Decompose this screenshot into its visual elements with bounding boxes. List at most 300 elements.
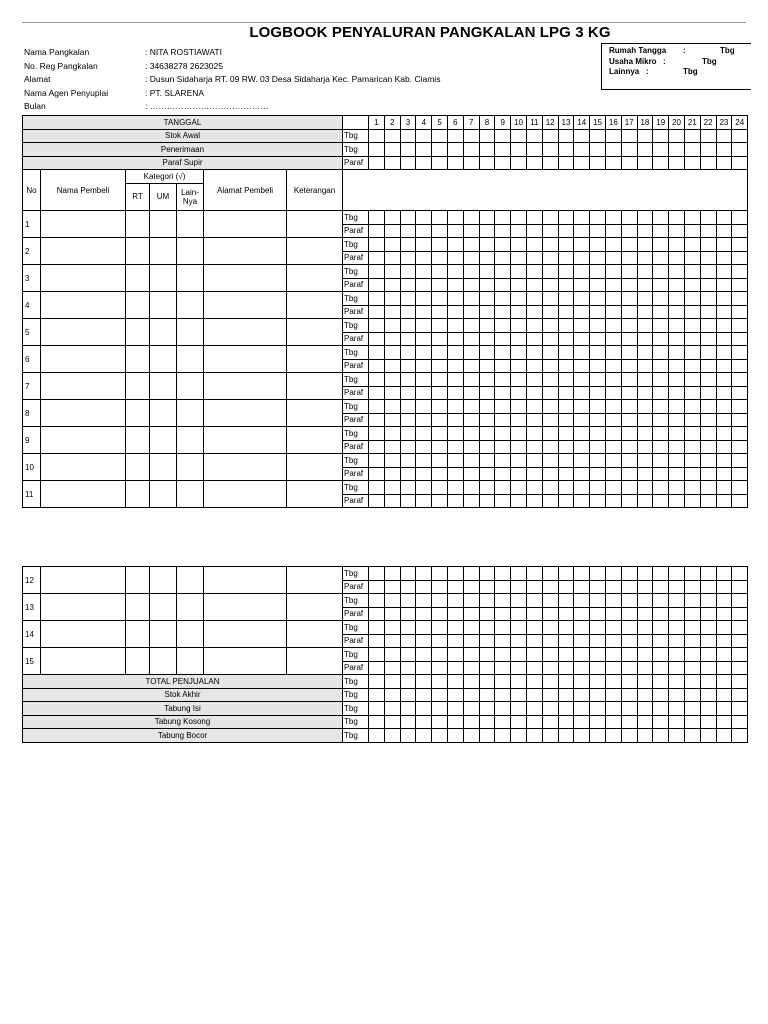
tbg-day-cell[interactable] — [716, 594, 732, 608]
day-cell[interactable] — [384, 688, 400, 702]
tbg-day-cell[interactable] — [463, 567, 479, 581]
tbg-day-cell[interactable] — [400, 211, 416, 225]
paraf-day-cell[interactable] — [526, 413, 542, 427]
paraf-day-cell[interactable] — [511, 224, 527, 238]
day-cell[interactable] — [653, 715, 669, 729]
day-cell[interactable] — [479, 715, 495, 729]
day-cell[interactable] — [400, 702, 416, 716]
tbg-day-cell[interactable] — [669, 648, 685, 662]
kategori-lain-cell[interactable] — [177, 594, 204, 621]
tbg-day-cell[interactable] — [447, 567, 463, 581]
tbg-day-cell[interactable] — [653, 211, 669, 225]
paraf-day-cell[interactable] — [447, 359, 463, 373]
tbg-day-cell[interactable] — [669, 400, 685, 414]
paraf-day-cell[interactable] — [495, 332, 511, 346]
alamat-pembeli-cell[interactable] — [204, 567, 287, 594]
tbg-day-cell[interactable] — [621, 265, 637, 279]
kategori-um-cell[interactable] — [150, 211, 177, 238]
day-cell[interactable] — [605, 715, 621, 729]
tbg-day-cell[interactable] — [369, 319, 385, 333]
paraf-day-cell[interactable] — [716, 494, 732, 508]
kategori-rt-cell[interactable] — [126, 481, 150, 508]
paraf-day-cell[interactable] — [574, 332, 590, 346]
paraf-day-cell[interactable] — [558, 332, 574, 346]
tbg-day-cell[interactable] — [669, 621, 685, 635]
kategori-lain-cell[interactable] — [177, 621, 204, 648]
tbg-day-cell[interactable] — [732, 567, 748, 581]
paraf-day-cell[interactable] — [716, 440, 732, 454]
tbg-day-cell[interactable] — [369, 454, 385, 468]
day-cell[interactable] — [447, 675, 463, 689]
alamat-pembeli-cell[interactable] — [204, 346, 287, 373]
tbg-day-cell[interactable] — [432, 292, 448, 306]
tbg-day-cell[interactable] — [700, 594, 716, 608]
paraf-day-cell[interactable] — [590, 386, 606, 400]
paraf-day-cell[interactable] — [732, 278, 748, 292]
nama-pembeli-cell[interactable] — [41, 265, 126, 292]
tbg-day-cell[interactable] — [384, 454, 400, 468]
tbg-day-cell[interactable] — [558, 481, 574, 495]
paraf-day-cell[interactable] — [716, 467, 732, 481]
kategori-um-cell[interactable] — [150, 621, 177, 648]
tbg-day-cell[interactable] — [463, 238, 479, 252]
paraf-day-cell[interactable] — [621, 386, 637, 400]
paraf-day-cell[interactable] — [558, 278, 574, 292]
alamat-pembeli-cell[interactable] — [204, 265, 287, 292]
day-cell[interactable] — [558, 675, 574, 689]
paraf-day-cell[interactable] — [669, 251, 685, 265]
alamat-pembeli-cell[interactable] — [204, 373, 287, 400]
day-cell[interactable] — [432, 129, 448, 143]
paraf-day-cell[interactable] — [463, 332, 479, 346]
tbg-day-cell[interactable] — [605, 211, 621, 225]
tbg-day-cell[interactable] — [369, 621, 385, 635]
day-cell[interactable] — [432, 675, 448, 689]
day-cell[interactable] — [479, 688, 495, 702]
tbg-day-cell[interactable] — [558, 292, 574, 306]
alamat-pembeli-cell[interactable] — [204, 319, 287, 346]
tbg-day-cell[interactable] — [653, 481, 669, 495]
tbg-day-cell[interactable] — [495, 427, 511, 441]
paraf-day-cell[interactable] — [432, 305, 448, 319]
day-cell[interactable] — [369, 143, 385, 157]
paraf-day-cell[interactable] — [574, 359, 590, 373]
day-cell[interactable] — [416, 129, 432, 143]
paraf-day-cell[interactable] — [447, 494, 463, 508]
paraf-day-cell[interactable] — [416, 251, 432, 265]
day-cell[interactable] — [479, 675, 495, 689]
paraf-day-cell[interactable] — [621, 413, 637, 427]
tbg-day-cell[interactable] — [653, 621, 669, 635]
paraf-day-cell[interactable] — [732, 494, 748, 508]
paraf-day-cell[interactable] — [621, 607, 637, 621]
day-cell[interactable] — [447, 143, 463, 157]
tbg-day-cell[interactable] — [511, 373, 527, 387]
tbg-day-cell[interactable] — [447, 319, 463, 333]
paraf-day-cell[interactable] — [432, 224, 448, 238]
tbg-day-cell[interactable] — [605, 373, 621, 387]
paraf-day-cell[interactable] — [526, 440, 542, 454]
paraf-day-cell[interactable] — [700, 440, 716, 454]
day-cell[interactable] — [558, 129, 574, 143]
tbg-day-cell[interactable] — [416, 594, 432, 608]
tbg-day-cell[interactable] — [416, 373, 432, 387]
tbg-day-cell[interactable] — [684, 567, 700, 581]
day-cell[interactable] — [526, 129, 542, 143]
paraf-day-cell[interactable] — [526, 251, 542, 265]
paraf-day-cell[interactable] — [511, 580, 527, 594]
kategori-um-cell[interactable] — [150, 454, 177, 481]
paraf-day-cell[interactable] — [432, 278, 448, 292]
paraf-day-cell[interactable] — [558, 386, 574, 400]
day-cell[interactable] — [400, 129, 416, 143]
paraf-day-cell[interactable] — [447, 467, 463, 481]
day-cell[interactable] — [700, 715, 716, 729]
paraf-day-cell[interactable] — [732, 359, 748, 373]
tbg-day-cell[interactable] — [684, 373, 700, 387]
day-cell[interactable] — [463, 729, 479, 743]
tbg-day-cell[interactable] — [653, 238, 669, 252]
paraf-day-cell[interactable] — [432, 332, 448, 346]
paraf-day-cell[interactable] — [605, 386, 621, 400]
kategori-rt-cell[interactable] — [126, 427, 150, 454]
tbg-day-cell[interactable] — [590, 594, 606, 608]
tbg-day-cell[interactable] — [526, 400, 542, 414]
paraf-day-cell[interactable] — [732, 634, 748, 648]
tbg-day-cell[interactable] — [574, 319, 590, 333]
tbg-day-cell[interactable] — [479, 481, 495, 495]
paraf-day-cell[interactable] — [700, 332, 716, 346]
tbg-day-cell[interactable] — [716, 481, 732, 495]
paraf-day-cell[interactable] — [526, 580, 542, 594]
day-cell[interactable] — [511, 156, 527, 170]
paraf-day-cell[interactable] — [542, 359, 558, 373]
tbg-day-cell[interactable] — [463, 454, 479, 468]
paraf-day-cell[interactable] — [558, 580, 574, 594]
paraf-day-cell[interactable] — [526, 278, 542, 292]
paraf-day-cell[interactable] — [653, 386, 669, 400]
tbg-day-cell[interactable] — [732, 427, 748, 441]
day-cell[interactable] — [621, 702, 637, 716]
paraf-day-cell[interactable] — [605, 359, 621, 373]
paraf-day-cell[interactable] — [621, 359, 637, 373]
day-cell[interactable] — [558, 729, 574, 743]
tbg-day-cell[interactable] — [526, 427, 542, 441]
day-cell[interactable] — [637, 675, 653, 689]
tbg-day-cell[interactable] — [716, 319, 732, 333]
day-cell[interactable] — [558, 688, 574, 702]
tbg-day-cell[interactable] — [495, 346, 511, 360]
paraf-day-cell[interactable] — [463, 494, 479, 508]
tbg-day-cell[interactable] — [669, 238, 685, 252]
day-cell[interactable] — [574, 688, 590, 702]
day-cell[interactable] — [716, 715, 732, 729]
tbg-day-cell[interactable] — [479, 265, 495, 279]
paraf-day-cell[interactable] — [463, 580, 479, 594]
tbg-day-cell[interactable] — [400, 481, 416, 495]
paraf-day-cell[interactable] — [637, 607, 653, 621]
day-cell[interactable] — [526, 156, 542, 170]
tbg-day-cell[interactable] — [716, 373, 732, 387]
paraf-day-cell[interactable] — [700, 386, 716, 400]
paraf-day-cell[interactable] — [637, 332, 653, 346]
tbg-day-cell[interactable] — [574, 621, 590, 635]
paraf-day-cell[interactable] — [416, 305, 432, 319]
tbg-day-cell[interactable] — [432, 621, 448, 635]
day-cell[interactable] — [369, 156, 385, 170]
tbg-day-cell[interactable] — [447, 211, 463, 225]
tbg-day-cell[interactable] — [526, 621, 542, 635]
paraf-day-cell[interactable] — [684, 251, 700, 265]
paraf-day-cell[interactable] — [732, 580, 748, 594]
alamat-pembeli-cell[interactable] — [204, 238, 287, 265]
tbg-day-cell[interactable] — [590, 648, 606, 662]
day-cell[interactable] — [653, 702, 669, 716]
paraf-day-cell[interactable] — [684, 494, 700, 508]
paraf-day-cell[interactable] — [700, 580, 716, 594]
paraf-day-cell[interactable] — [653, 224, 669, 238]
paraf-day-cell[interactable] — [605, 332, 621, 346]
tbg-day-cell[interactable] — [526, 319, 542, 333]
paraf-day-cell[interactable] — [684, 580, 700, 594]
tbg-day-cell[interactable] — [511, 621, 527, 635]
kategori-lain-cell[interactable] — [177, 211, 204, 238]
tbg-day-cell[interactable] — [432, 319, 448, 333]
tbg-day-cell[interactable] — [684, 427, 700, 441]
tbg-day-cell[interactable] — [495, 373, 511, 387]
day-cell[interactable] — [400, 729, 416, 743]
tbg-day-cell[interactable] — [637, 481, 653, 495]
paraf-day-cell[interactable] — [732, 661, 748, 675]
tbg-day-cell[interactable] — [732, 400, 748, 414]
kategori-lain-cell[interactable] — [177, 427, 204, 454]
paraf-day-cell[interactable] — [637, 413, 653, 427]
tbg-day-cell[interactable] — [574, 373, 590, 387]
paraf-day-cell[interactable] — [574, 607, 590, 621]
paraf-day-cell[interactable] — [669, 494, 685, 508]
tbg-day-cell[interactable] — [669, 292, 685, 306]
tbg-day-cell[interactable] — [574, 648, 590, 662]
tbg-day-cell[interactable] — [621, 648, 637, 662]
tbg-day-cell[interactable] — [684, 648, 700, 662]
day-cell[interactable] — [684, 729, 700, 743]
day-cell[interactable] — [684, 675, 700, 689]
day-cell[interactable] — [542, 143, 558, 157]
day-cell[interactable] — [384, 702, 400, 716]
paraf-day-cell[interactable] — [432, 386, 448, 400]
paraf-day-cell[interactable] — [463, 413, 479, 427]
tbg-day-cell[interactable] — [700, 265, 716, 279]
tbg-day-cell[interactable] — [605, 454, 621, 468]
paraf-day-cell[interactable] — [605, 661, 621, 675]
tbg-day-cell[interactable] — [716, 427, 732, 441]
paraf-day-cell[interactable] — [637, 305, 653, 319]
paraf-day-cell[interactable] — [574, 278, 590, 292]
tbg-day-cell[interactable] — [574, 211, 590, 225]
tbg-day-cell[interactable] — [605, 621, 621, 635]
day-cell[interactable] — [558, 715, 574, 729]
day-cell[interactable] — [637, 129, 653, 143]
paraf-day-cell[interactable] — [590, 494, 606, 508]
tbg-day-cell[interactable] — [463, 211, 479, 225]
tbg-day-cell[interactable] — [637, 319, 653, 333]
day-cell[interactable] — [432, 702, 448, 716]
day-cell[interactable] — [416, 688, 432, 702]
tbg-day-cell[interactable] — [590, 373, 606, 387]
tbg-day-cell[interactable] — [558, 400, 574, 414]
paraf-day-cell[interactable] — [447, 440, 463, 454]
paraf-day-cell[interactable] — [732, 440, 748, 454]
tbg-day-cell[interactable] — [447, 373, 463, 387]
paraf-day-cell[interactable] — [669, 224, 685, 238]
paraf-day-cell[interactable] — [416, 359, 432, 373]
paraf-day-cell[interactable] — [495, 607, 511, 621]
paraf-day-cell[interactable] — [621, 580, 637, 594]
paraf-day-cell[interactable] — [700, 607, 716, 621]
paraf-day-cell[interactable] — [653, 305, 669, 319]
tbg-day-cell[interactable] — [653, 319, 669, 333]
paraf-day-cell[interactable] — [369, 467, 385, 481]
keterangan-cell[interactable] — [287, 292, 343, 319]
day-cell[interactable] — [384, 129, 400, 143]
day-cell[interactable] — [400, 675, 416, 689]
tbg-day-cell[interactable] — [653, 265, 669, 279]
day-cell[interactable] — [590, 702, 606, 716]
tbg-day-cell[interactable] — [369, 481, 385, 495]
paraf-day-cell[interactable] — [479, 413, 495, 427]
tbg-day-cell[interactable] — [574, 427, 590, 441]
tbg-day-cell[interactable] — [432, 567, 448, 581]
tbg-day-cell[interactable] — [369, 567, 385, 581]
day-cell[interactable] — [432, 143, 448, 157]
tbg-day-cell[interactable] — [637, 238, 653, 252]
day-cell[interactable] — [463, 702, 479, 716]
tbg-day-cell[interactable] — [432, 594, 448, 608]
paraf-day-cell[interactable] — [384, 661, 400, 675]
tbg-day-cell[interactable] — [447, 238, 463, 252]
paraf-day-cell[interactable] — [637, 634, 653, 648]
paraf-day-cell[interactable] — [684, 413, 700, 427]
kategori-um-cell[interactable] — [150, 238, 177, 265]
kategori-lain-cell[interactable] — [177, 454, 204, 481]
tbg-day-cell[interactable] — [463, 346, 479, 360]
paraf-day-cell[interactable] — [716, 224, 732, 238]
tbg-day-cell[interactable] — [463, 621, 479, 635]
day-cell[interactable] — [669, 715, 685, 729]
paraf-day-cell[interactable] — [637, 494, 653, 508]
paraf-day-cell[interactable] — [416, 580, 432, 594]
paraf-day-cell[interactable] — [542, 224, 558, 238]
paraf-day-cell[interactable] — [447, 634, 463, 648]
day-cell[interactable] — [700, 729, 716, 743]
paraf-day-cell[interactable] — [384, 440, 400, 454]
day-cell[interactable] — [511, 715, 527, 729]
tbg-day-cell[interactable] — [416, 400, 432, 414]
paraf-day-cell[interactable] — [605, 278, 621, 292]
paraf-day-cell[interactable] — [447, 413, 463, 427]
day-cell[interactable] — [542, 729, 558, 743]
paraf-day-cell[interactable] — [605, 251, 621, 265]
day-cell[interactable] — [447, 129, 463, 143]
paraf-day-cell[interactable] — [669, 359, 685, 373]
paraf-day-cell[interactable] — [369, 634, 385, 648]
tbg-day-cell[interactable] — [369, 346, 385, 360]
tbg-day-cell[interactable] — [542, 454, 558, 468]
tbg-day-cell[interactable] — [637, 454, 653, 468]
nama-pembeli-cell[interactable] — [41, 648, 126, 675]
paraf-day-cell[interactable] — [558, 467, 574, 481]
tbg-day-cell[interactable] — [432, 373, 448, 387]
day-cell[interactable] — [605, 129, 621, 143]
tbg-day-cell[interactable] — [511, 567, 527, 581]
paraf-day-cell[interactable] — [400, 224, 416, 238]
tbg-day-cell[interactable] — [447, 648, 463, 662]
tbg-day-cell[interactable] — [400, 292, 416, 306]
day-cell[interactable] — [463, 129, 479, 143]
paraf-day-cell[interactable] — [637, 224, 653, 238]
paraf-day-cell[interactable] — [637, 467, 653, 481]
paraf-day-cell[interactable] — [526, 661, 542, 675]
tbg-day-cell[interactable] — [716, 400, 732, 414]
tbg-day-cell[interactable] — [653, 648, 669, 662]
tbg-day-cell[interactable] — [400, 346, 416, 360]
day-cell[interactable] — [369, 129, 385, 143]
day-cell[interactable] — [653, 156, 669, 170]
kategori-um-cell[interactable] — [150, 265, 177, 292]
tbg-day-cell[interactable] — [653, 400, 669, 414]
paraf-day-cell[interactable] — [574, 224, 590, 238]
kategori-rt-cell[interactable] — [126, 594, 150, 621]
tbg-day-cell[interactable] — [511, 400, 527, 414]
tbg-day-cell[interactable] — [369, 427, 385, 441]
paraf-day-cell[interactable] — [732, 467, 748, 481]
tbg-day-cell[interactable] — [416, 648, 432, 662]
paraf-day-cell[interactable] — [542, 607, 558, 621]
day-cell[interactable] — [621, 156, 637, 170]
paraf-day-cell[interactable] — [669, 413, 685, 427]
tbg-day-cell[interactable] — [542, 400, 558, 414]
tbg-day-cell[interactable] — [511, 454, 527, 468]
day-cell[interactable] — [495, 129, 511, 143]
paraf-day-cell[interactable] — [574, 661, 590, 675]
day-cell[interactable] — [669, 729, 685, 743]
paraf-day-cell[interactable] — [590, 607, 606, 621]
tbg-day-cell[interactable] — [479, 346, 495, 360]
paraf-day-cell[interactable] — [384, 494, 400, 508]
alamat-pembeli-cell[interactable] — [204, 400, 287, 427]
paraf-day-cell[interactable] — [653, 580, 669, 594]
day-cell[interactable] — [700, 702, 716, 716]
paraf-day-cell[interactable] — [700, 305, 716, 319]
day-cell[interactable] — [621, 129, 637, 143]
tbg-day-cell[interactable] — [669, 481, 685, 495]
paraf-day-cell[interactable] — [463, 607, 479, 621]
tbg-day-cell[interactable] — [716, 454, 732, 468]
kategori-rt-cell[interactable] — [126, 621, 150, 648]
paraf-day-cell[interactable] — [416, 607, 432, 621]
paraf-day-cell[interactable] — [700, 251, 716, 265]
nama-pembeli-cell[interactable] — [41, 292, 126, 319]
tbg-day-cell[interactable] — [700, 319, 716, 333]
tbg-day-cell[interactable] — [637, 373, 653, 387]
day-cell[interactable] — [684, 702, 700, 716]
paraf-day-cell[interactable] — [511, 305, 527, 319]
paraf-day-cell[interactable] — [542, 305, 558, 319]
paraf-day-cell[interactable] — [384, 332, 400, 346]
paraf-day-cell[interactable] — [479, 359, 495, 373]
paraf-day-cell[interactable] — [447, 305, 463, 319]
tbg-day-cell[interactable] — [416, 238, 432, 252]
